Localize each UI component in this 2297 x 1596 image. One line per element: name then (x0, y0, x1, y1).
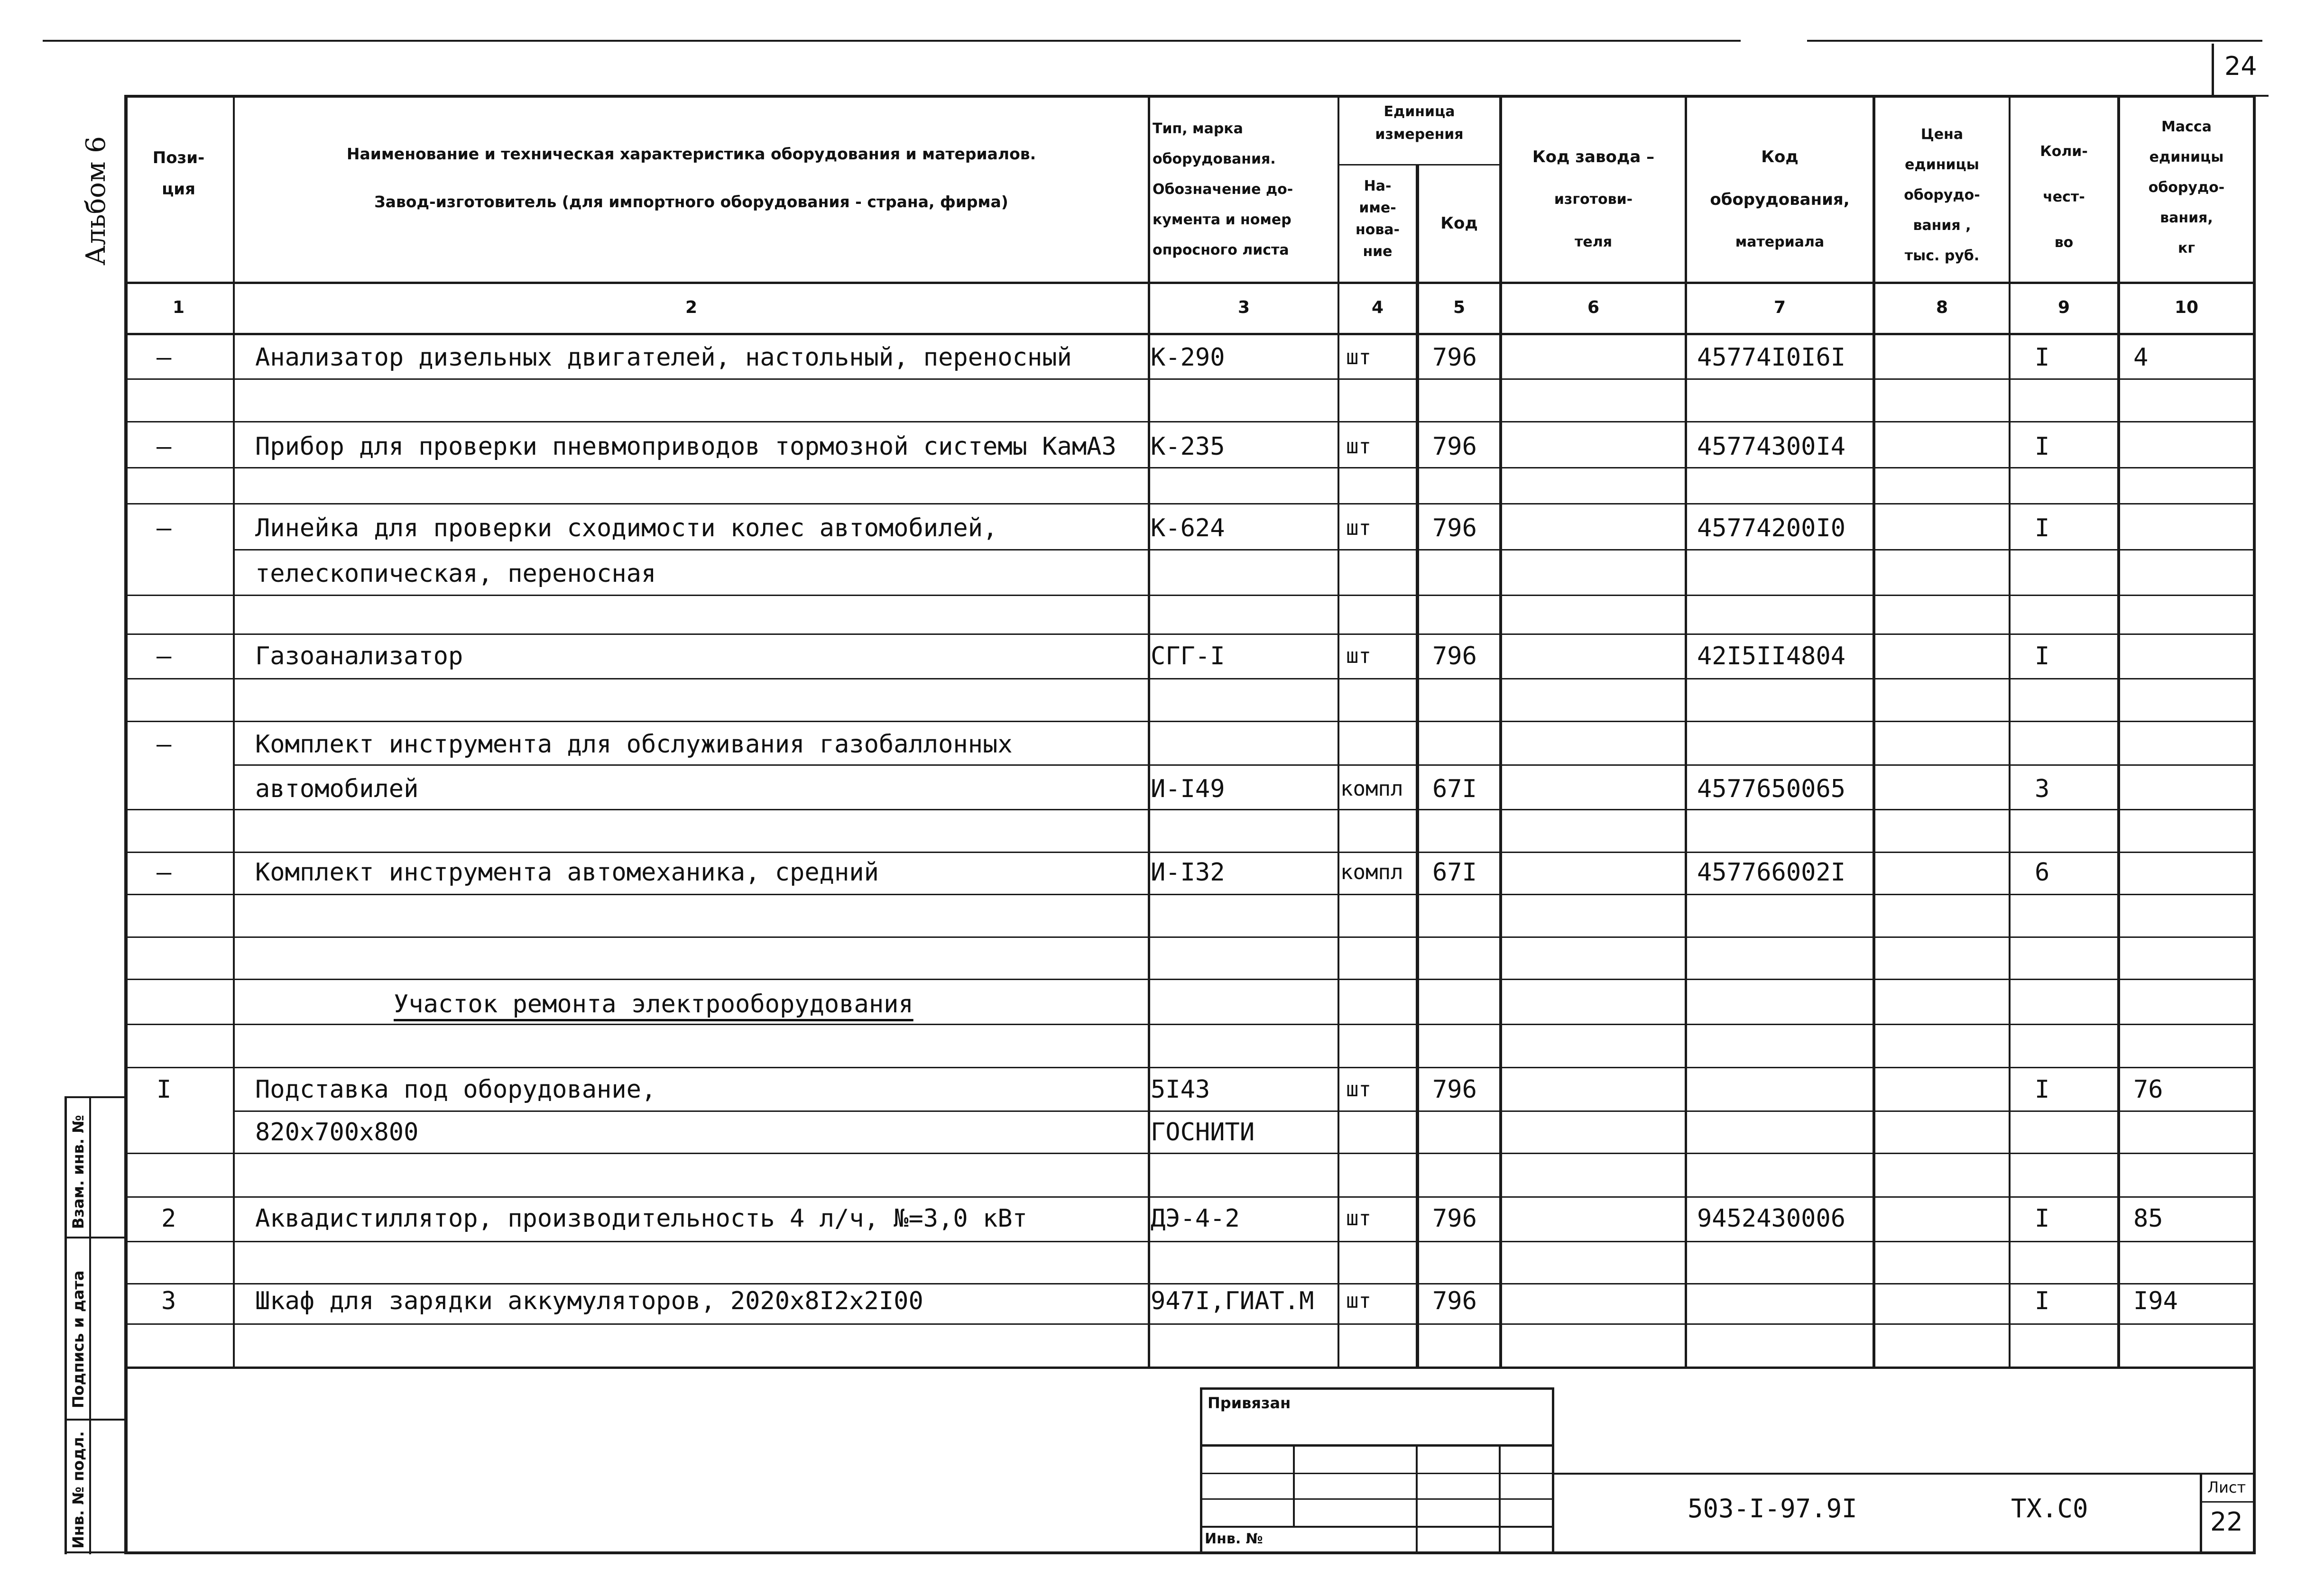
header-col4: На- име- нова- ние (1355, 178, 1400, 260)
col-line-3 (1338, 95, 1339, 1368)
stamp-col1 (1293, 1444, 1295, 1528)
header-col2-line2: Завод-изготовитель (для импортного оборудования - страна, фирма) (374, 193, 1008, 211)
cell-qty: I (2035, 343, 2050, 372)
side-vzam-label: Взам. инв. № (69, 1115, 87, 1229)
cell-unit-code: 796 (1432, 1287, 1477, 1315)
header-col9-line: во (2054, 234, 2074, 251)
side-stamp-div2 (65, 1419, 126, 1421)
cell-name: Прибор для проверки пневмоприводов тормозной системы КамАЗ (255, 432, 1116, 461)
col-line-4 (1416, 164, 1419, 1368)
cell-unit-code: 796 (1432, 432, 1477, 461)
side-podpis-label: Подпись и дата (69, 1270, 87, 1408)
column-number: 8 (1936, 298, 1948, 317)
col-line-2 (1148, 95, 1150, 1368)
cell-position: – (157, 642, 172, 670)
stamp-row2 (1200, 1473, 1554, 1474)
unit-group-divider (1338, 164, 1501, 165)
cell-type: 947I,ГИАТ.М (1151, 1287, 1314, 1315)
header-col9-line: чест- (2043, 189, 2085, 205)
list-label: Лист (2207, 1478, 2246, 1496)
cell-unit: шт (1346, 434, 1371, 459)
sheet-number-top: 24 (2224, 51, 2257, 81)
cell-name: Подставка под оборудование, (255, 1075, 656, 1104)
cell-unit-code: 67I (1432, 858, 1477, 887)
cell-qty: I (2035, 1204, 2050, 1233)
cell-mass: 85 (2133, 1204, 2163, 1233)
cell-mass: I94 (2133, 1287, 2178, 1315)
header-col3-line: Обозначение до- (1153, 181, 1293, 198)
stamp-col2 (1416, 1444, 1418, 1551)
cell-qty: I (2035, 642, 2050, 670)
col-line-7 (1873, 95, 1875, 1368)
cell-qty: I (2035, 514, 2050, 542)
cell-equip-code: 457766002I (1697, 858, 1846, 887)
header-col8-line: вания , (1913, 217, 1971, 234)
top-rule-right (1807, 40, 2262, 42)
side-stamp-top (65, 1096, 126, 1098)
cell-unit: шт (1346, 1077, 1371, 1101)
album-label: Альбом 6 (81, 136, 111, 266)
column-number: 3 (1237, 298, 1250, 317)
cell-type: К-290 (1151, 343, 1225, 372)
header-col10-line: вания, (2160, 210, 2213, 226)
column-number: 10 (2174, 298, 2199, 317)
cell-position: – (157, 514, 172, 542)
header-col3-line: Тип, марка (1153, 120, 1243, 137)
cell-qty: 3 (2035, 775, 2050, 803)
list-box-mid (2200, 1501, 2256, 1503)
stamp-main-divider (1552, 1473, 2256, 1475)
cell-name-cont: телескопическая, переносная (255, 560, 656, 588)
doc-number: 503-I-97.9I (1688, 1494, 1857, 1523)
header-col8-line: единицы (1905, 156, 1979, 173)
cell-name: Анализатор дизельных двигателей, настольный, переносный (255, 343, 1072, 372)
cell-type: К-235 (1151, 432, 1225, 461)
cell-unit-code: 796 (1432, 1075, 1477, 1104)
stamp-row3 (1200, 1498, 1554, 1500)
cell-unit-code: 796 (1432, 1204, 1477, 1233)
column-number: 7 (1773, 298, 1786, 317)
column-number: 2 (685, 298, 698, 317)
cell-type-cont: ГОСНИТИ (1151, 1118, 1255, 1147)
cell-qty: I (2035, 432, 2050, 461)
cell-position: – (157, 730, 172, 759)
cell-unit: шт (1346, 644, 1371, 668)
cell-name: Комплект инструмента автомеханика, средний (255, 858, 879, 887)
cell-name: Газоанализатор (255, 642, 463, 670)
header-bottom (124, 282, 2256, 284)
header-col7-line: оборудования, (1710, 190, 1850, 209)
cell-unit: компл (1340, 777, 1403, 801)
cell-name-cont: 820x700x800 (255, 1118, 419, 1147)
header-col10-line: оборудо- (2148, 179, 2225, 196)
stamp-outer-top (1200, 1387, 1554, 1390)
frame-top (124, 95, 2254, 98)
cell-mass: 4 (2133, 343, 2149, 372)
cell-equip-code: 45774300I4 (1697, 432, 1846, 461)
list-number: 22 (2210, 1507, 2243, 1537)
cell-qty: 6 (2035, 858, 2050, 887)
top-rule (43, 40, 1741, 42)
stamp-outer-left (1200, 1387, 1202, 1553)
cell-name: Шкаф для зарядки аккумуляторов, 2020x8I2x2I00 (255, 1287, 923, 1315)
header-col3-line: оборудования. (1153, 151, 1276, 167)
side-stamp-mid (89, 1096, 91, 1554)
col-line-5 (1499, 95, 1502, 1368)
header-col1: Пози- ция (152, 148, 205, 199)
side-stamp-left (65, 1096, 67, 1554)
col-line-9 (2117, 95, 2120, 1368)
frame-bottom (124, 1551, 2256, 1554)
header-col8-line: тыс. руб. (1904, 248, 1980, 264)
cell-unit: шт (1346, 516, 1371, 540)
side-stamp-bottom (65, 1551, 126, 1553)
stamp-row1 (1200, 1444, 1554, 1447)
header-col10-line: кг (2177, 240, 2196, 257)
cell-unit-code: 796 (1432, 343, 1477, 372)
stamp-col3 (1499, 1444, 1501, 1551)
header-col2-line1: Наименование и техническая характеристика оборудования и материалов. (346, 145, 1036, 163)
header-col3-line: кумента и номер (1153, 211, 1291, 228)
cell-position: – (157, 343, 172, 372)
header-col8-line: Цена (1920, 126, 1964, 143)
cell-type: 5I43 (1151, 1075, 1210, 1104)
doc-code: ТХ.С0 (2011, 1494, 2088, 1523)
header-col7 (1687, 136, 1873, 264)
cell-position: 3 (161, 1287, 176, 1315)
cell-unit-code: 796 (1432, 642, 1477, 670)
cell-position: – (157, 858, 172, 887)
header-col10-line: Масса (2161, 119, 2212, 135)
header-col3 (1153, 114, 1335, 266)
cell-position: – (157, 432, 172, 461)
cell-name-cont: автомобилей (255, 775, 419, 803)
cell-type: И-I32 (1151, 858, 1225, 887)
cell-equip-code: 4577650065 (1697, 775, 1846, 803)
cell-unit-code: 67I (1432, 775, 1477, 803)
stamp-row4 (1200, 1526, 1554, 1528)
column-number: 4 (1371, 298, 1384, 317)
row-line (124, 421, 2256, 422)
cell-equip-code: 45774I0I6I (1697, 343, 1846, 372)
side-inv-podl-label: Инв. № подл. (69, 1431, 87, 1549)
cell-position: I (157, 1075, 172, 1104)
header-col8 (1875, 119, 2009, 271)
cell-qty: I (2035, 1287, 2050, 1315)
column-number: 1 (172, 298, 185, 317)
sheet-number-box-left (2212, 44, 2214, 97)
cell-type: ДЭ-4-2 (1151, 1204, 1240, 1233)
frame-right (2253, 95, 2256, 1554)
list-box-left (2200, 1473, 2202, 1553)
col-line-6 (1685, 95, 1687, 1368)
header-col6-line: теля (1575, 234, 1612, 250)
row-line (124, 936, 2256, 938)
col-line-1 (233, 95, 235, 1368)
header-col3-line: опросного листа (1153, 242, 1289, 258)
cell-unit: шт (1346, 345, 1371, 369)
cell-mass: 76 (2133, 1075, 2163, 1104)
header-col6 (1502, 136, 1685, 264)
header-unit-group: Единица измерения (1375, 103, 1464, 143)
cell-type: И-I49 (1151, 775, 1225, 803)
cell-type: СГГ-I (1151, 642, 1225, 670)
header-col9-line: Коли- (2040, 143, 2088, 160)
column-number: 6 (1587, 298, 1600, 317)
row-line (124, 979, 2256, 980)
cell-name: Линейка для проверки сходимости колес автомобилей, (255, 514, 998, 542)
header-col8-line: оборудо- (1904, 187, 1980, 203)
cell-equip-code: 45774200I0 (1697, 514, 1846, 542)
header-col10-line: единицы (2149, 149, 2224, 165)
header-col6-line: изготови- (1554, 191, 1633, 208)
header-col7-line: материала (1735, 234, 1825, 250)
col-line-8 (2009, 95, 2011, 1368)
header-col6-line: Код завода – (1532, 147, 1655, 166)
cell-name: Аквадистиллятор, производительность 4 л/ч, №=3,0 кВт (255, 1204, 1027, 1233)
cell-unit-code: 796 (1432, 514, 1477, 542)
section-heading: Участок ремонта электрооборудования (394, 990, 913, 1018)
table-bottom (124, 1367, 2256, 1369)
header-col7-line: Код (1761, 147, 1799, 166)
header-col9 (2011, 129, 2117, 266)
cell-qty: I (2035, 1075, 2050, 1104)
header-col10 (2120, 112, 2253, 264)
column-number: 9 (2057, 298, 2070, 317)
column-number: 5 (1453, 298, 1466, 317)
cell-unit: шт (1346, 1206, 1371, 1230)
cell-equip-code: 9452430006 (1697, 1204, 1846, 1233)
inv-no-label: Инв. № (1205, 1531, 1263, 1547)
cell-position: 2 (161, 1204, 176, 1233)
cell-type: К-624 (1151, 514, 1225, 542)
side-stamp-div1 (65, 1237, 126, 1238)
header-col5: Код (1440, 214, 1478, 233)
cell-unit: компл (1340, 860, 1403, 884)
cell-unit: шт (1346, 1289, 1371, 1313)
cell-name: Комплект инструмента для обслуживания газобаллонных (255, 730, 1013, 759)
stamp-outer-right (1552, 1387, 1554, 1553)
cell-equip-code: 42I5II4804 (1697, 642, 1846, 670)
privyazan-label: Привязан (1208, 1394, 1291, 1412)
row-line (124, 503, 2256, 504)
